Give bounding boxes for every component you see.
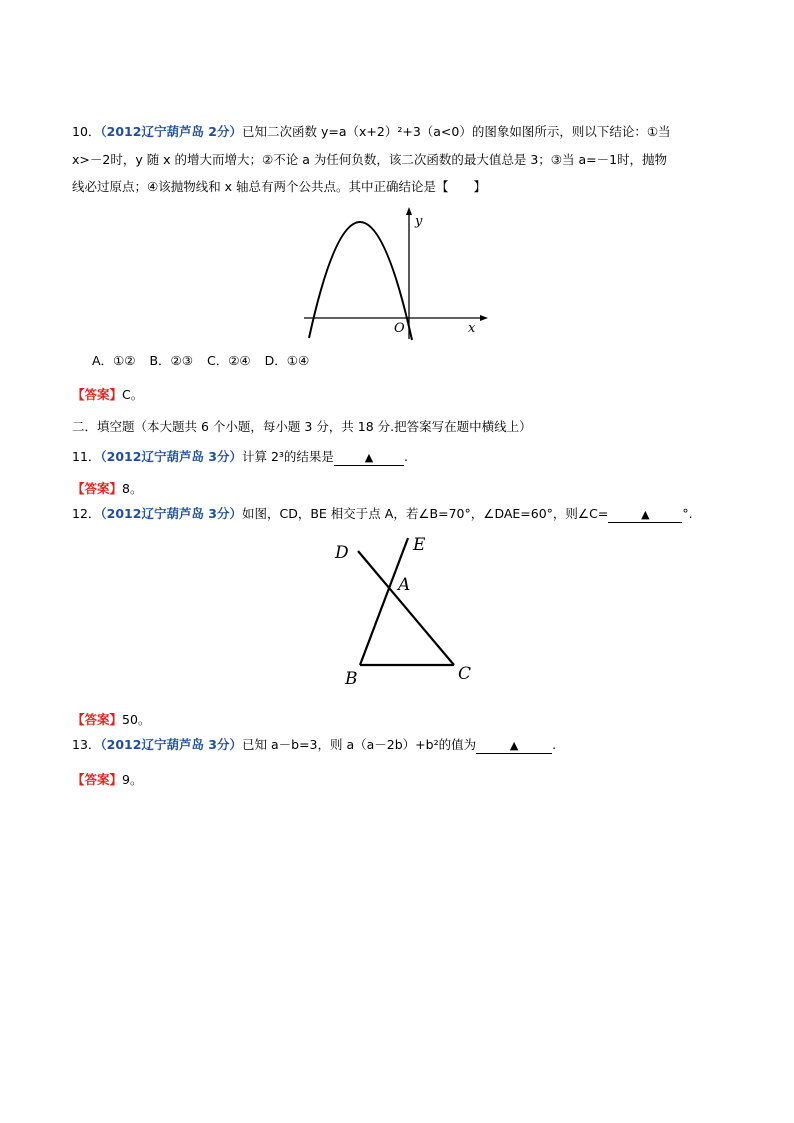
q10-text-line-1: 已知二次函数 y=a（x+2）²+3（a<0）的图象如图所示，则以下结论：①当 [242,124,671,139]
q13-answer [72,771,142,789]
q10-source: （2012辽宁葫芦岛 2分） [100,124,242,139]
y-axis-arrow [406,207,412,215]
q13-source: （2012辽宁葫芦岛 3分） [100,737,242,752]
q11-answer-blank [334,450,404,466]
q11-answer-value: 8。 [122,481,143,496]
x-axis-arrow [480,315,488,321]
q10-parabola-graph [300,205,490,345]
q10-number: 10． [72,124,101,139]
q11-answer [72,480,142,498]
q11-line [72,448,408,466]
q11-number: 11． [72,449,101,464]
label-d: D [335,543,349,563]
q12-text: 如图，CD，BE 相交于点 A，若∠B=70°，∠DAE=60°，则∠C= [242,506,609,521]
q13-line [72,736,556,754]
q10-line-1 [72,123,671,141]
y-axis-label: y [415,214,423,229]
q12-triangle-figure [330,530,490,695]
q10-text-line-3: 线必过原点；④该抛物线和 x 轴总有两个公共点。其中正确结论是【 】 [72,179,487,194]
q13-blank-marker: ▲ [509,739,519,752]
q12-answer-tag: 【答案】 [72,712,123,727]
q10-option-d: D．①④ [264,353,310,368]
q10-option-a: A．①② [92,353,136,368]
q12-source: （2012辽宁葫芦岛 3分） [100,506,242,521]
q11-source: （2012辽宁葫芦岛 3分） [100,449,242,464]
q13-answer-value: 9。 [122,772,143,787]
label-b: B [345,669,358,689]
q10-option-c: C．②④ [206,353,251,368]
q12-blank-marker: ▲ [641,508,650,521]
q13-answer-blank [476,738,552,754]
q13-answer-tag: 【答案】 [72,772,123,787]
q12-answer-value: 50。 [122,712,151,727]
q10-answer [72,386,143,404]
q12-answer-blank [608,507,682,523]
q10-answer-value: C。 [122,387,144,402]
x-axis-label: x [468,321,476,336]
q11-answer-tag: 【答案】 [72,481,123,496]
q11-text: 计算 2³的结果是 [242,449,334,464]
q10-options [92,352,323,370]
q13-tail: . [552,737,557,752]
q10-answer-tag: 【答案】 [72,387,123,402]
section-2-heading: 二．填空题（本大题共 6 个小题，每小题 3 分，共 18 分.把答案写在题中横线上） [72,419,532,434]
q12-number: 12． [72,506,101,521]
segment-d-to-c [358,551,454,665]
q12-line [72,505,693,523]
origin-label: O [394,321,405,336]
q12-answer [72,711,150,729]
q13-number: 13． [72,737,101,752]
label-a: A [398,575,411,595]
q11-tail: . [403,449,408,464]
q13-text: 已知 a－b=3，则 a（a－2b）+b²的值为 [242,737,477,752]
label-c: C [458,664,472,684]
q10-option-b: B．②③ [149,353,193,368]
label-e: E [413,535,426,555]
q11-blank-marker: ▲ [364,451,374,464]
q12-tail: °. [682,506,693,521]
q10-text-line-2: x>－2时，y 随 x 的增大而增大；②不论 a 为任何负数，该二次函数的最大值总是 3；③当 a=－1时，抛物 [72,152,668,167]
